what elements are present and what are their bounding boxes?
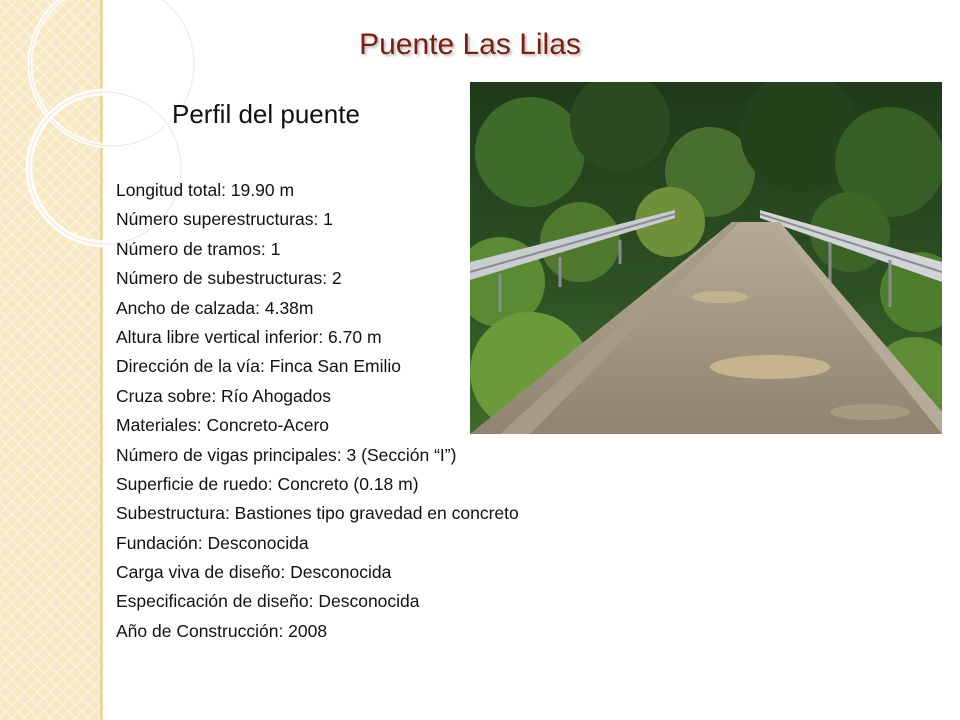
spec-item: Ancho de calzada: 4.38m [116,297,314,318]
spec-item: Número de tramos: 1 [116,238,281,259]
spec-item: Especificación de diseño: Desconocida [116,591,420,612]
bridge-photo [470,82,942,434]
spec-item: Número de vigas principales: 3 (Sección “I”) [116,444,457,465]
spec-list [116,176,519,646]
spec-item: Dirección de la vía: Finca San Emilio [116,356,401,377]
spec-item: Carga viva de diseño: Desconocida [116,562,392,583]
spec-item: Cruza sobre: Río Ahogados [116,385,331,406]
spec-item: Número de subestructuras: 2 [116,268,342,289]
spec-item: Longitud total: 19.90 m [116,180,295,200]
spec-item: Fundación: Desconocida [116,532,309,553]
slide-title: Puente Las Lilas [359,28,581,61]
spec-item: Subestructura: Bastiones tipo gravedad en concreto [116,503,519,524]
spec-item: Número superestructuras: 1 [116,209,333,230]
spec-item: Altura libre vertical inferior: 6.70 m [116,326,382,347]
spec-item: Año de Construcción: 2008 [116,620,328,641]
spec-item: Materiales: Concreto-Acero [116,415,329,436]
spec-item: Superficie de ruedo: Concreto (0.18 m) [116,473,419,494]
slide-subtitle: Perfil del puente [172,99,360,129]
